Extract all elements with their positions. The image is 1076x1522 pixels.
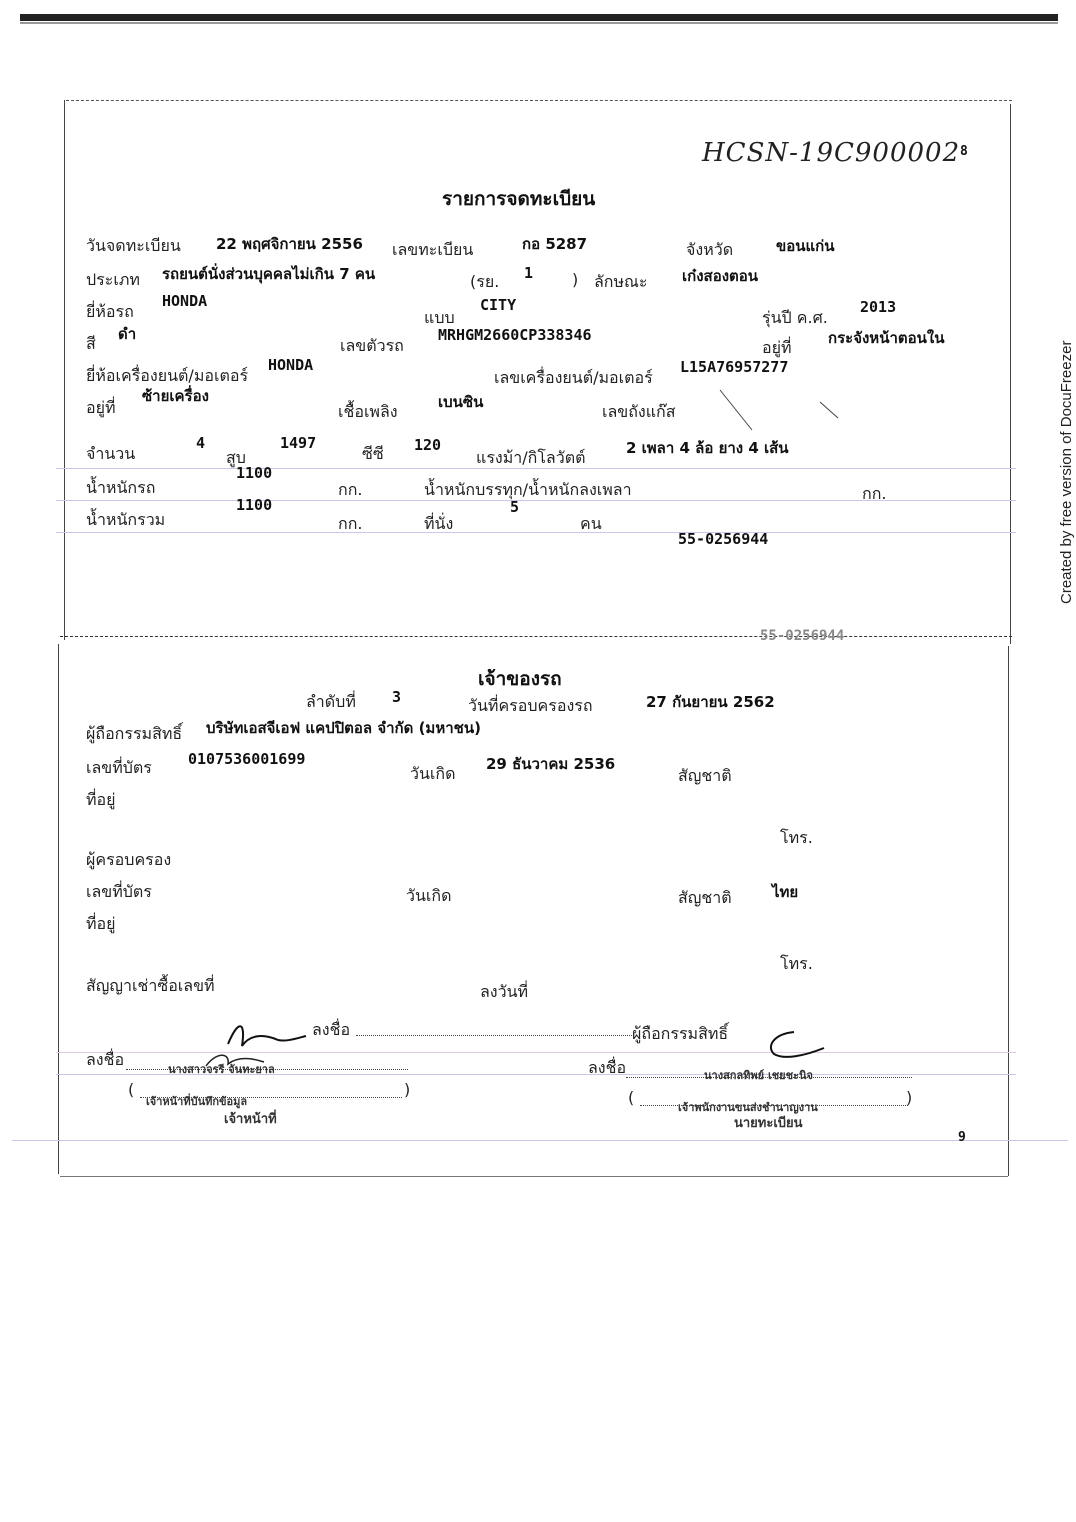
registrar-sign-label: ลงชื่อ — [588, 1058, 627, 1077]
horsepower: 120 — [414, 436, 442, 454]
style-label: ลักษณะ — [594, 272, 648, 291]
id-label: เลขที่บัตร — [86, 758, 152, 777]
engine-no-label: เลขเครื่องยนต์/มอเตอร์ — [494, 368, 653, 387]
registrar-paren-close: ) — [906, 1088, 913, 1107]
nationality-label: สัญชาติ — [678, 766, 732, 785]
reg-date-label: วันจดทะเบียน — [86, 236, 181, 255]
reg-no: กอ 5287 — [522, 235, 588, 253]
model: CITY — [480, 296, 517, 314]
cc-label: ซีซี — [362, 444, 384, 463]
brand: HONDA — [162, 292, 208, 310]
registrar-paren-open: ( — [628, 1088, 635, 1107]
sign-date-label: ลงวันที่ — [480, 982, 529, 1001]
registrar-position: เจ้าพนักงานขนส่งชำนาญงาน — [678, 1101, 818, 1114]
dob-label: วันเกิด — [410, 764, 456, 783]
officer-name: นางสาวจรรี จันทะยาล — [168, 1063, 275, 1076]
possession-date: 27 กันยายน 2562 — [646, 693, 775, 711]
possessor-address-label: ที่อยู่ — [86, 914, 116, 933]
docufreezer-watermark: Created by free version of DocuFreezer — [1058, 340, 1075, 604]
province-label: จังหวัด — [686, 240, 734, 259]
color: ดำ — [118, 325, 137, 343]
document-number-faint: 55-0256944 — [760, 628, 845, 640]
quantity-label: จำนวน — [86, 444, 136, 463]
contract-label: สัญญาเช่าซื้อเลขที่ — [86, 976, 215, 995]
registrar-name: นางสกลทิพย์ เชยชะนิจ — [704, 1069, 813, 1082]
lower-frame-bottom — [60, 1176, 1008, 1178]
officer-paren-close: ) — [404, 1080, 411, 1099]
possession-date-label: วันที่ครอบครองรถ — [468, 696, 593, 715]
engine-brand-label: ยี่ห้อเครื่องยนต์/มอเตอร์ — [86, 366, 249, 385]
possessor-id-label: เลขที่บัตร — [86, 882, 152, 901]
total-weight: 1100 — [236, 496, 273, 514]
engine-location: ซ้ายเครื่อง — [142, 387, 209, 405]
model-year: 2013 — [860, 298, 897, 316]
class-no: 1 — [524, 264, 534, 282]
page-number-top: 8 — [960, 144, 968, 159]
upper-frame-right — [1010, 104, 1011, 644]
brand-label: ยี่ห้อรถ — [86, 302, 134, 321]
officer-paren-open: ( — [128, 1080, 135, 1099]
type-label: ประเภท — [86, 270, 140, 289]
class-label-open: (รย. — [470, 272, 500, 291]
officer-position: เจ้าหน้าที่บันทึกข้อมูล — [146, 1095, 248, 1108]
vehicle-type: รถยนต์นั่งส่วนบุคคลไม่เกิน 7 คน — [162, 265, 376, 283]
upper-frame-left — [64, 100, 65, 640]
cylinders: 4 — [196, 434, 206, 452]
chassis-location-label: อยู่ที่ — [762, 338, 792, 357]
fuel-label: เชื้อเพลิง — [338, 402, 398, 421]
fold-line — [60, 636, 1012, 638]
registrar-signature — [760, 1026, 830, 1066]
class-label-close: ) — [572, 270, 579, 289]
lower-frame-left — [58, 644, 59, 1174]
possessor-label: ผู้ครอบครอง — [86, 850, 172, 869]
chassis-label: เลขตัวรถ — [340, 336, 404, 355]
possessor-nationality: ไทย — [772, 883, 799, 901]
reg-no-label: เลขทะเบียน — [392, 240, 474, 259]
province: ขอนแก่น — [776, 237, 835, 255]
horsepower-label: แรงม้า/กิโลวัตต์ — [476, 448, 586, 467]
kg-unit: กก. — [862, 484, 887, 503]
registration-title: รายการจดทะเบียน — [442, 188, 596, 210]
page-number-bottom: 9 — [958, 1130, 966, 1145]
holder-sign-role: ผู้ถือกรรมสิทธิ์ — [632, 1024, 729, 1043]
holder-dob: 29 ธันวาคม 2536 — [486, 755, 616, 773]
vehicle-weight: 1100 — [236, 464, 273, 482]
chassis-location: กระจังหน้าตอนใน — [828, 329, 945, 347]
ruled-line — [56, 532, 1016, 534]
owner-title: เจ้าของรถ — [478, 668, 562, 690]
handwritten-reference: HCSN-19C900002 — [702, 138, 961, 168]
body-style: เก๋งสองตอน — [682, 267, 759, 285]
kg-unit: กก. — [338, 480, 363, 499]
engine-number: L15A76957277 — [680, 358, 789, 376]
phone-label: โทร. — [780, 828, 813, 847]
possessor-dob-label: วันเกิด — [406, 886, 452, 905]
possessor-nationality-label: สัญชาติ — [678, 888, 732, 907]
seats: 5 — [510, 498, 520, 516]
displacement: 1497 — [280, 434, 317, 452]
chassis-number: MRHGM2660CP338346 — [438, 326, 592, 344]
holder-sign-label: ลงชื่อ — [312, 1020, 351, 1039]
order-label: ลำดับที่ — [306, 692, 356, 711]
address-label: ที่อยู่ — [86, 790, 116, 809]
total-weight-label: น้ำหนักรวม — [86, 510, 166, 529]
holder-id-number: 0107536001699 — [188, 750, 306, 768]
possessor-phone-label: โทร. — [780, 954, 813, 973]
load-weight-label: น้ำหนักบรรทุก/น้ำหนักลงเพลา — [424, 480, 632, 499]
ruled-line — [12, 1140, 1068, 1142]
persons-label: คน — [580, 514, 602, 533]
holder-sign-line — [356, 1034, 632, 1036]
engine-brand: HONDA — [268, 356, 314, 374]
holder-name: บริษัทเอสจีเอฟ แคปปิตอล จำกัด (มหาชน) — [206, 719, 481, 737]
cylinders-label: สูบ — [226, 448, 246, 467]
kg-unit: กก. — [338, 514, 363, 533]
upper-frame-top — [66, 100, 1012, 102]
top-border-shadow — [20, 22, 1058, 24]
scan-scribble — [700, 380, 850, 440]
reg-date: 22 พฤศจิกายน 2556 — [216, 235, 363, 253]
top-border-bar — [20, 14, 1058, 21]
year-label: รุ่นปี ค.ศ. — [762, 308, 828, 327]
fuel-type: เบนซิน — [438, 393, 484, 411]
owner-order: 3 — [392, 688, 402, 706]
axles-wheels-tires: 2 เพลา 4 ล้อ ยาง 4 เส้น — [626, 439, 789, 457]
officer-role: เจ้าหน้าที่ — [224, 1112, 277, 1127]
lower-frame-right — [1008, 646, 1009, 1176]
registrar-role: นายทะเบียน — [734, 1116, 803, 1131]
officer-sign-label: ลงชื่อ — [86, 1050, 125, 1069]
engine-location-label: อยู่ที่ — [86, 398, 116, 417]
gas-tank-label: เลขถังแก๊ส — [602, 402, 676, 421]
vehicle-weight-label: น้ำหนักรถ — [86, 478, 156, 497]
document-number: 55-0256944 — [678, 530, 769, 548]
seats-label: ที่นั่ง — [424, 514, 454, 533]
officer-signature — [200, 1044, 270, 1074]
color-label: สี — [86, 334, 96, 353]
model-label: แบบ — [424, 308, 455, 327]
holder-label: ผู้ถือกรรมสิทธิ์ — [86, 724, 183, 743]
